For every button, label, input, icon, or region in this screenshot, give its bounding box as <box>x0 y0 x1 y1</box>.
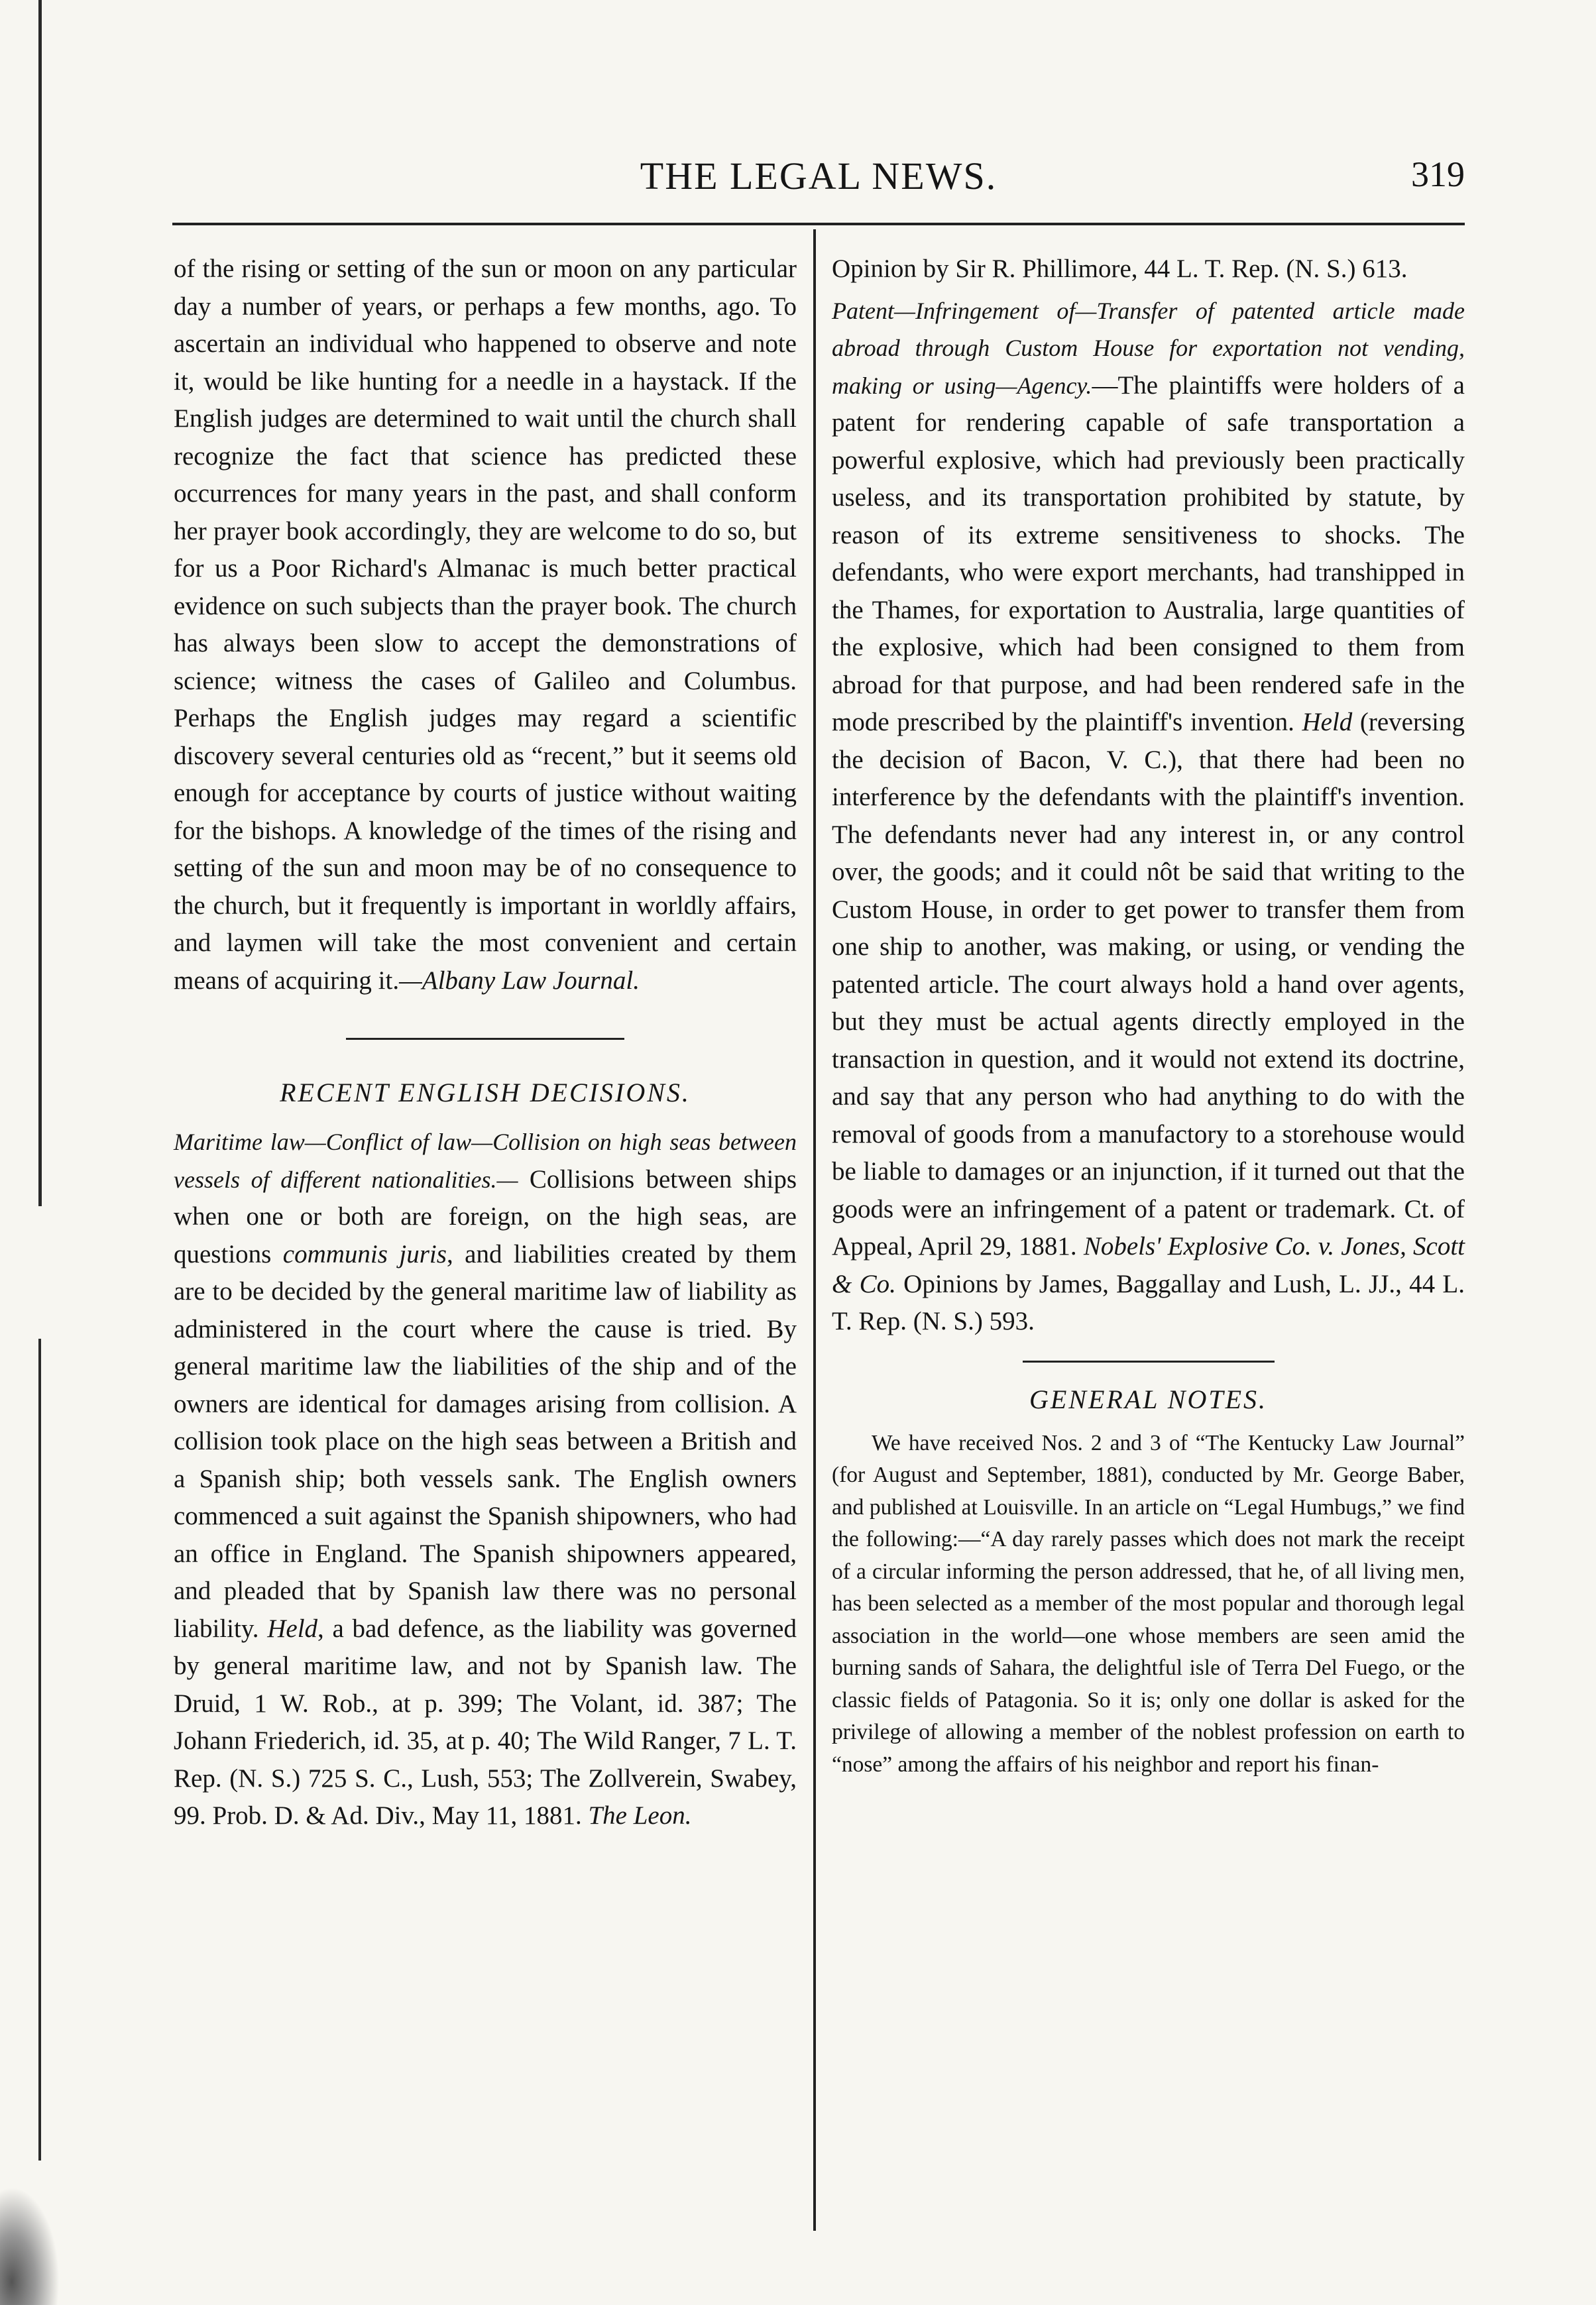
case-maritime-law-body-a: Collisions between ships when one or both are foreign, on the high seas, are questions <box>174 1164 797 1268</box>
journal-title: THE LEGAL NEWS. <box>640 154 997 197</box>
case-patent-body-c: Opinions by James, Baggallay and Lush, L. JJ., 44 L. T. Rep. (N. S.) 593. <box>832 1269 1465 1335</box>
case-maritime-law-italic-term: communis juris <box>282 1239 447 1268</box>
notes-divider <box>1023 1361 1275 1363</box>
case-maritime-law-body-c: , a bad defence, as the liability was governed by general maritime law, and not by Spanish law. The Druid, 1 W. Rob., at p. 399; The Volant, id. 387; The Johann Friederich, id. 35, at p. 40; The Wild Ranger, 7 L. T. Rep. (N. S.) 725 S. C., Lush, 553; The Zollverein, Swabey, 99. Prob. D. & Ad. Div., May 11, 1881. <box>174 1614 797 1830</box>
case-maritime-law <box>174 1123 797 1835</box>
case-patent-held: Held <box>1302 708 1353 736</box>
albany-article-paragraph <box>174 251 797 999</box>
general-notes-body <box>832 1428 1465 1781</box>
case-maritime-law-held: Held <box>267 1614 318 1643</box>
page-binding-edge <box>38 0 42 1206</box>
case-patent-infringement <box>832 292 1465 1341</box>
general-notes-paragraph: We have received Nos. 2 and 3 of “The Kentucky Law Journal” (for August and September, 1881), conducted by Mr. George Baber, and published at Louisville. In an article on “Legal Humbugs,” we find the following:—“A day rarely passes which does not mark the receipt of a circular informing the person addressed, that he, of all living men, has been selected as a member of the most popular and thorough legal association in the world—one whose members are seen amid the burning sands of Sahara, the delightful isle of Terra Del Fuego, or the classic fields of Patagonia. So it is; only one dollar is asked for the privilege of allowing a member of the noblest profession on earth to “nose” among the affairs of his neighbor and report his finan- <box>832 1430 1465 1777</box>
case-maritime-law-lead: Maritime law—Conflict of law—Collision on high seas between vessels of different nationalities.— <box>174 1129 797 1193</box>
case-patent-body-b: (reversing the decision of Bacon, V. C.), that there had been no interference by the defendants with the plaintiff's invention. The defendants never had any interest in, or any control over, the goods; and it could nôt be said that writing to the Custom House, in order to get power to transfer them from one ship to another, was making, or using, or vending the patented article. The court always hold a hand over agents, but they must be actual agents directly employed in the transaction in question, and it would not extend its doctrine, and say that any person who had anything to do with the removal of goods from a manufactory to a storehouse would be liable to damages or an injunction, if it turned out that the goods were an infringement of a patent or trademark. Ct. of Appeal, April 29, 1881. <box>832 708 1465 1261</box>
case-maritime-law-italic-end: The Leon. <box>588 1801 692 1830</box>
header-rule <box>172 223 1465 225</box>
case-maritime-law-continuation: Opinion by Sir R. Phillimore, 44 L. T. Rep. (N. S.) 613. <box>832 254 1408 283</box>
section-heading-recent-english-decisions: RECENT ENGLISH DECISIONS. <box>280 1078 691 1107</box>
albany-article-text: of the rising or setting of the sun or moon on any particular day a number of years, or perhaps a few months, ago. To ascertain an individual who happened to observe and note it, would be like hunting for a needle in a haystack. If the English judges are determined to wait until the church shall recognize the fact that science has predicted these occurrences for many years in the past, and shall conform her prayer book accordingly, they are welcome to do so, but for us a Poor Richard's Almanac is much better practical evidence on such subjects than the prayer book. The church has always been slow to accept the demonstrations of science; witness the cases of Galileo and Columbus. Perhaps the English judges may regard a scientific discovery several centuries old as “recent,” but it seems old enough for acceptance by courts of justice without waiting for the bishops. A knowledge of the times of the rising and setting of the sun and moon may be of no consequence to the church, but it frequently is important in worldly affairs, and laymen will take the most convenient and certain means of acquiring it. <box>174 254 797 995</box>
case-patent-case-name: Nobels' Explosive Co. v. Jones, Scott & Co. <box>832 1232 1465 1298</box>
section-divider <box>346 1038 624 1040</box>
albany-article-source: —Albany Law Journal. <box>399 966 640 995</box>
case-maritime-law-body-b: , and liabilities created by them are to be decided by the general maritime law of liability as administered in the court where the cause is tried. By general maritime law the liabilities of the ship and of the owners are identical for damages arising from collision. A collision took place on the high seas between a British and a Spanish ship; both vessels sank. The English owners commenced a suit against the Spanish shipowners, who had an office in England. The Spanish shipowners appeared, and pleaded that by Spanish law there was no personal liability. <box>174 1239 797 1643</box>
right-column <box>832 251 1465 1781</box>
column-divider <box>813 229 816 2231</box>
page-binding-edge-lower <box>38 1339 41 2161</box>
case-patent-lead: Patent—Infringement of—Transfer of patented article made abroad through Custom House for exportation not vending, making or using—Agency. <box>832 297 1465 399</box>
page-header <box>172 154 1465 207</box>
page-corner-smudge <box>0 2187 60 2305</box>
section-heading-general-notes: GENERAL NOTES. <box>1029 1384 1268 1414</box>
page-number: 319 <box>1411 154 1465 194</box>
left-column <box>174 251 797 1835</box>
case-patent-body-a: —The plaintiffs were holders of a patent for rendering capable of safe transportation a powerful explosive, which had previously been practically useless, and its transportation prohibited by statute, by reason of its extreme sensitiveness to shocks. The defendants, who were export merchants, had transhipped in the Thames, for exportation to Australia, large quantities of the explosive, which had been consigned to them from abroad for that purpose, and had been rendered safe in the mode prescribed by the plaintiff's invention. <box>832 370 1465 736</box>
